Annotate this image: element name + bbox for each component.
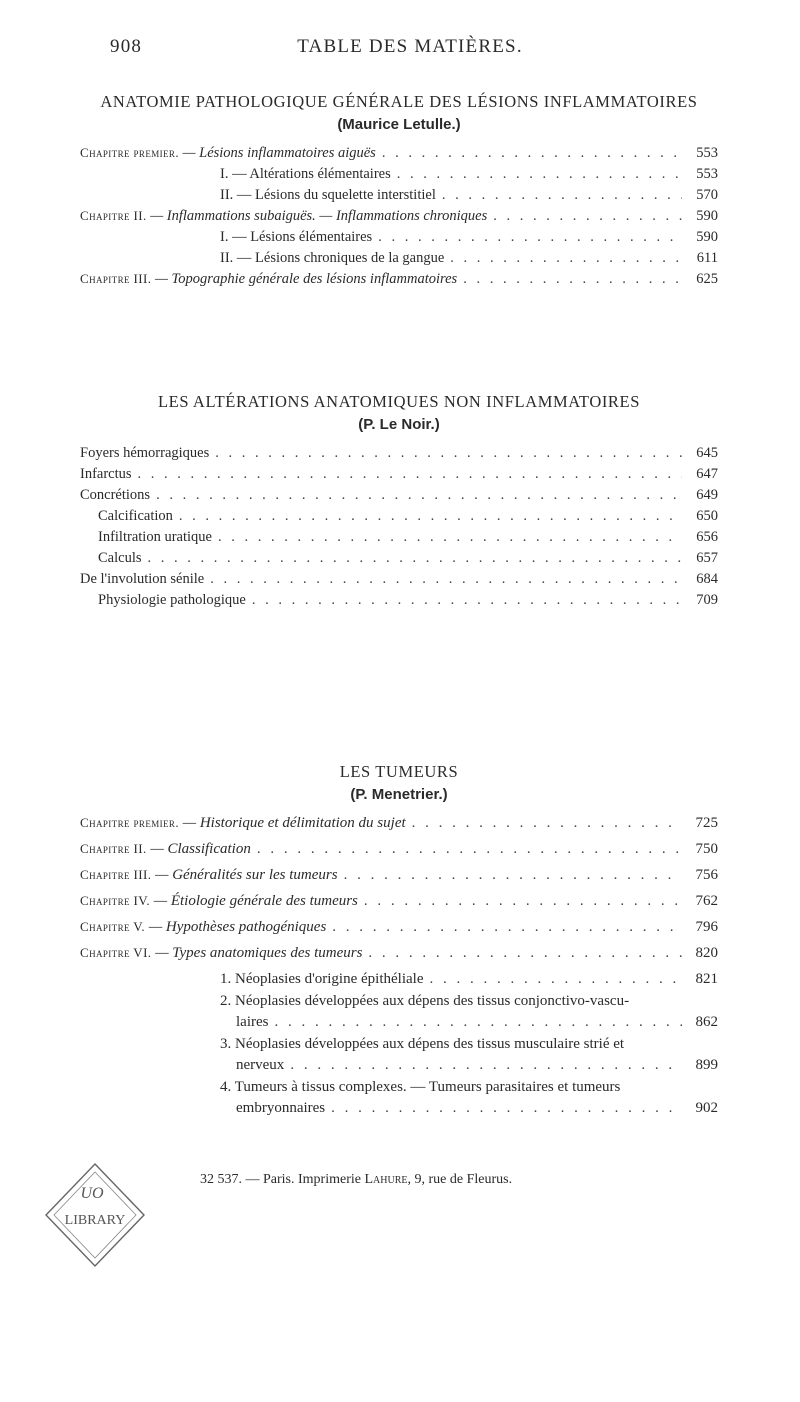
section-author: (Maurice Letulle.) bbox=[337, 116, 461, 133]
page-number: 908 bbox=[110, 36, 143, 57]
toc-list bbox=[80, 445, 718, 613]
toc-entry: Chapitre premier. — Historique et délimitation du sujet . . . 725 bbox=[80, 815, 718, 841]
library-stamp bbox=[40, 1160, 150, 1270]
toc-entry: De l'involution sénile . . . 684 bbox=[80, 571, 718, 592]
toc-entry-multiline: 2. Néoplasies développées aux dépens des tissus conjonctivo-vascu- laires . . . 862 bbox=[80, 993, 718, 1036]
toc-entry: Concrétions . . . 649 bbox=[80, 487, 718, 508]
colophon: 32 537. — Paris. Imprimerie Lahure, 9, rue de Fleurus. bbox=[200, 1172, 513, 1187]
svg-text:UO: UO bbox=[80, 1185, 104, 1202]
svg-text:LIBRARY: LIBRARY bbox=[64, 1213, 126, 1228]
toc-entry-multiline: 3. Néoplasies développées aux dépens des tissus musculaire strié et nerveux . . . 899 bbox=[80, 1036, 718, 1079]
toc-entry-multiline: 4. Tumeurs à tissus complexes. — Tumeurs parasitaires et tumeurs embryonnaires . . . 902 bbox=[80, 1079, 718, 1122]
section-title: LES TUMEURS bbox=[339, 762, 459, 781]
toc-entry: II. — Lésions du squelette interstitiel . . . 570 bbox=[80, 187, 718, 208]
section-non-inflammatory bbox=[80, 392, 718, 613]
toc-entry: Chapitre IV. — Étiologie générale des tumeurs . . . 762 bbox=[80, 893, 718, 919]
toc-entry: 1. Néoplasies d'origine épithéliale . . . 821 bbox=[80, 971, 718, 993]
section-title: LES ALTÉRATIONS ANATOMIQUES NON INFLAMMATOIRES bbox=[157, 392, 640, 411]
page-title: TABLE DES MATIÈRES. bbox=[297, 36, 523, 57]
section-tumors bbox=[80, 762, 718, 1122]
toc-entry: Chapitre III. — Généralités sur les tumeurs . . . 756 bbox=[80, 867, 718, 893]
section-title: ANATOMIE PATHOLOGIQUE GÉNÉRALE DES LÉSIONS INFLAMMATOIRES bbox=[100, 92, 698, 111]
toc-entry: Infarctus . . . 647 bbox=[80, 466, 718, 487]
toc-entry: Calculs . . . 657 bbox=[80, 550, 718, 571]
toc-entry: Calcification . . . 650 bbox=[80, 508, 718, 529]
toc-entry: I. — Lésions élémentaires . . . 590 bbox=[80, 229, 718, 250]
toc-entry: Chapitre premier. — Lésions inflammatoires aiguës . . . 553 bbox=[80, 145, 718, 166]
toc-entry: I. — Altérations élémentaires . . . 553 bbox=[80, 166, 718, 187]
toc-list bbox=[80, 145, 718, 292]
toc-entry: Foyers hémorragiques . . . 645 bbox=[80, 445, 718, 466]
toc-entry: Chapitre III. — Topographie générale des lésions inflammatoires . . . 625 bbox=[80, 271, 718, 292]
toc-entry: Chapitre V. — Hypothèses pathogéniques . . . 796 bbox=[80, 919, 718, 945]
section-author: (P. Menetrier.) bbox=[350, 786, 448, 803]
stamp-icon bbox=[40, 1160, 150, 1270]
section-author: (P. Le Noir.) bbox=[358, 416, 440, 433]
toc-entry: Chapitre II. — Inflammations subaiguës. — Inflammations chroniques . . . 590 bbox=[80, 208, 718, 229]
toc-entry: Physiologie pathologique . . . 709 bbox=[80, 592, 718, 613]
toc-entry: II. — Lésions chroniques de la gangue . . . 611 bbox=[80, 250, 718, 271]
toc-entry: Infiltration uratique . . . 656 bbox=[80, 529, 718, 550]
section-inflammatory bbox=[80, 92, 718, 292]
toc-entry: Chapitre II. — Classification . . . 750 bbox=[80, 841, 718, 867]
toc-entry: Chapitre VI. — Types anatomiques des tumeurs . . . 820 bbox=[80, 945, 718, 971]
toc-list bbox=[80, 815, 718, 1122]
